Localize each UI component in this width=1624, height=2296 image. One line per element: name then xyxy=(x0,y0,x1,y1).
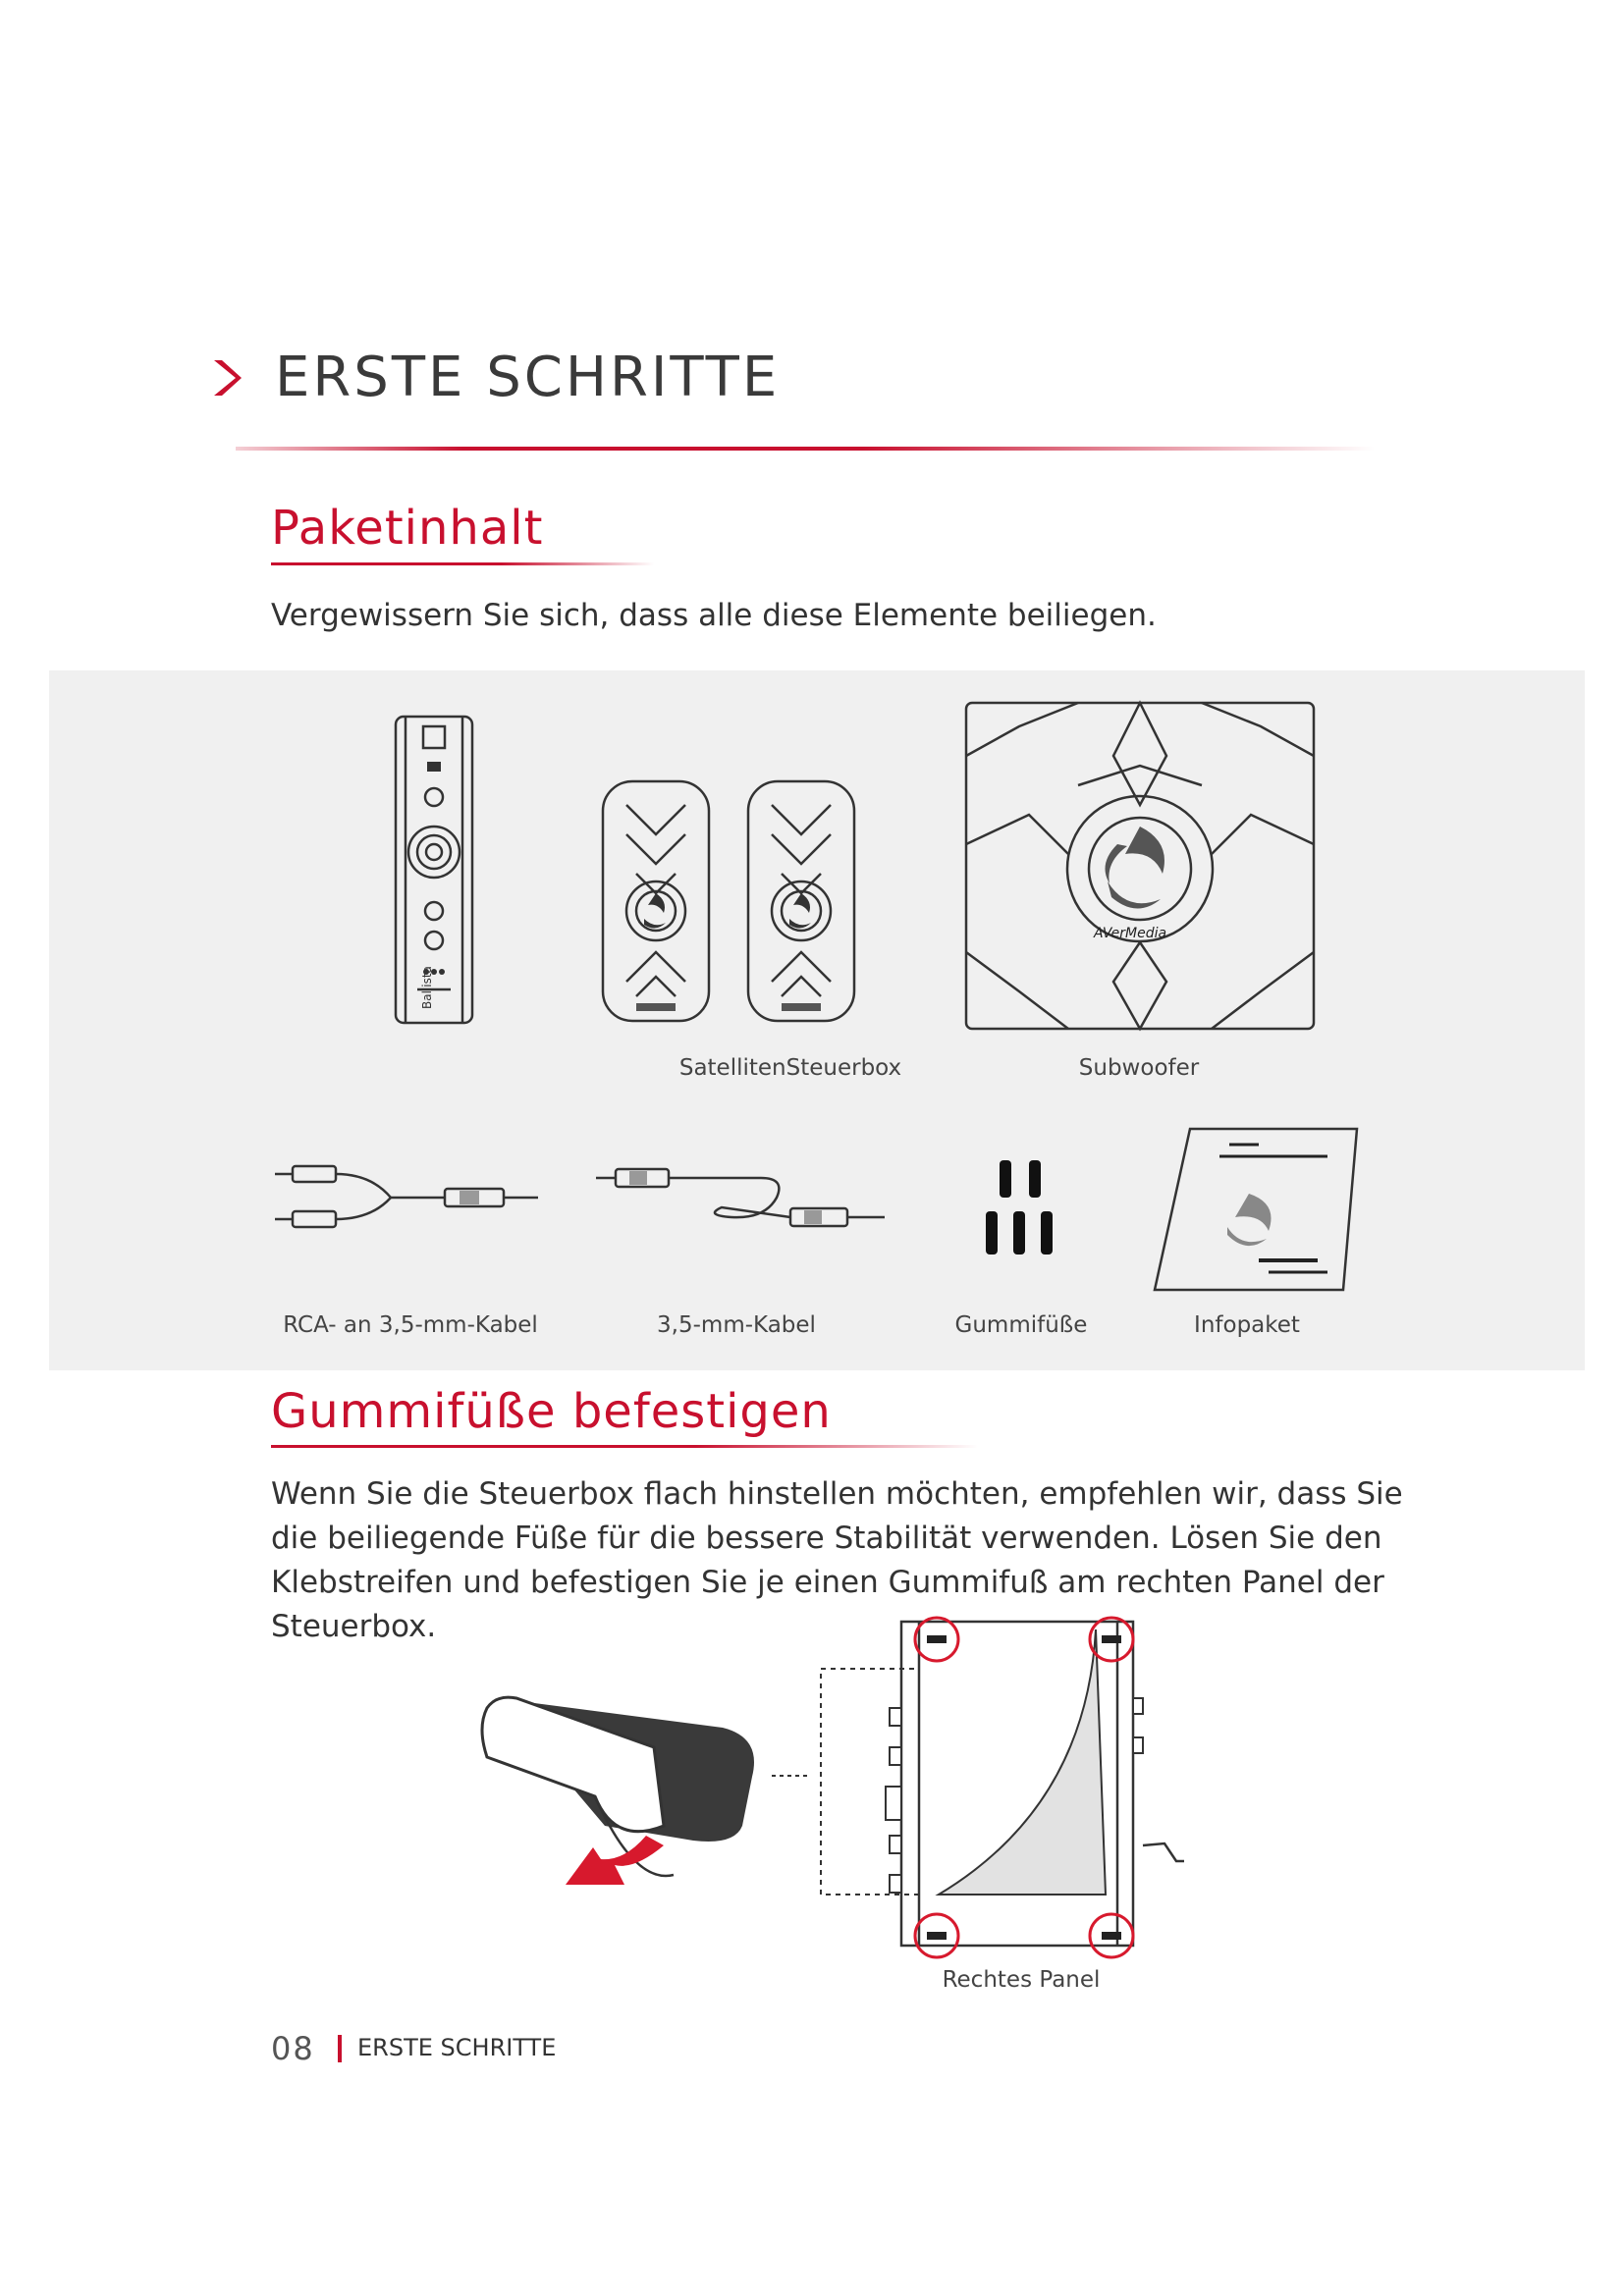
caption-rubber-feet: Gummifüße xyxy=(954,1312,1088,1338)
satellite-speakers-image xyxy=(597,775,860,1029)
caption-rca-cable: RCA- an 3,5-mm-Kabel xyxy=(283,1312,538,1338)
page-title: ERSTE SCHRITTE xyxy=(275,346,781,409)
section-divider xyxy=(271,562,654,565)
caption-right-panel: Rechtes Panel xyxy=(942,1967,1101,1993)
instruction-line-1: Wenn Sie die Steuerbox flach hinstellen möchten, empfehlen wir, dass Sie xyxy=(271,1476,1403,1512)
svg-text:AVerMedia: AVerMedia xyxy=(1094,926,1167,941)
aux-cable-image xyxy=(594,1158,898,1237)
instruction-line-4: Steuerbox. xyxy=(271,1609,437,1644)
peel-adhesive-illustration xyxy=(477,1688,772,1904)
subwoofer-image xyxy=(960,697,1320,1035)
caption-satellites-controlbox: SatellitenSteuerbox xyxy=(678,1055,902,1081)
caption-info-packet: Infopaket xyxy=(1194,1312,1300,1338)
instruction-line-3: Klebstreifen und befestigen Sie je einen Gummifuß am rechten Panel der xyxy=(271,1565,1384,1600)
section-title-gummifuesse: Gummifüße befestigen xyxy=(271,1384,832,1439)
section-intro-text: Vergewissern Sie sich, dass alle diese Elemente beiliegen. xyxy=(271,598,1157,633)
page-number: 08 xyxy=(271,2030,315,2067)
caption-subwoofer: Subwoofer xyxy=(1078,1055,1200,1081)
title-divider xyxy=(236,447,1375,451)
rca-cable-image xyxy=(273,1158,548,1237)
section-divider xyxy=(271,1445,978,1448)
rubber-feet-image xyxy=(980,1156,1064,1260)
section-title-paketinhalt: Paketinhalt xyxy=(271,501,544,556)
chevron-icon xyxy=(210,356,244,400)
control-box-image xyxy=(388,715,480,1027)
info-packet-image xyxy=(1151,1125,1361,1294)
footer-section-label: ERSTE SCHRITTE xyxy=(357,2034,557,2061)
svg-text:Ballista: Ballista xyxy=(420,966,434,1009)
footer-divider xyxy=(338,2035,342,2062)
right-panel-illustration xyxy=(811,1610,1184,1963)
dashed-connector xyxy=(772,1773,811,1779)
instruction-line-2: die beiliegende Füße für die bessere Stabilität verwenden. Lösen Sie den xyxy=(271,1521,1382,1556)
caption-aux-cable: 3,5-mm-Kabel xyxy=(657,1312,816,1338)
